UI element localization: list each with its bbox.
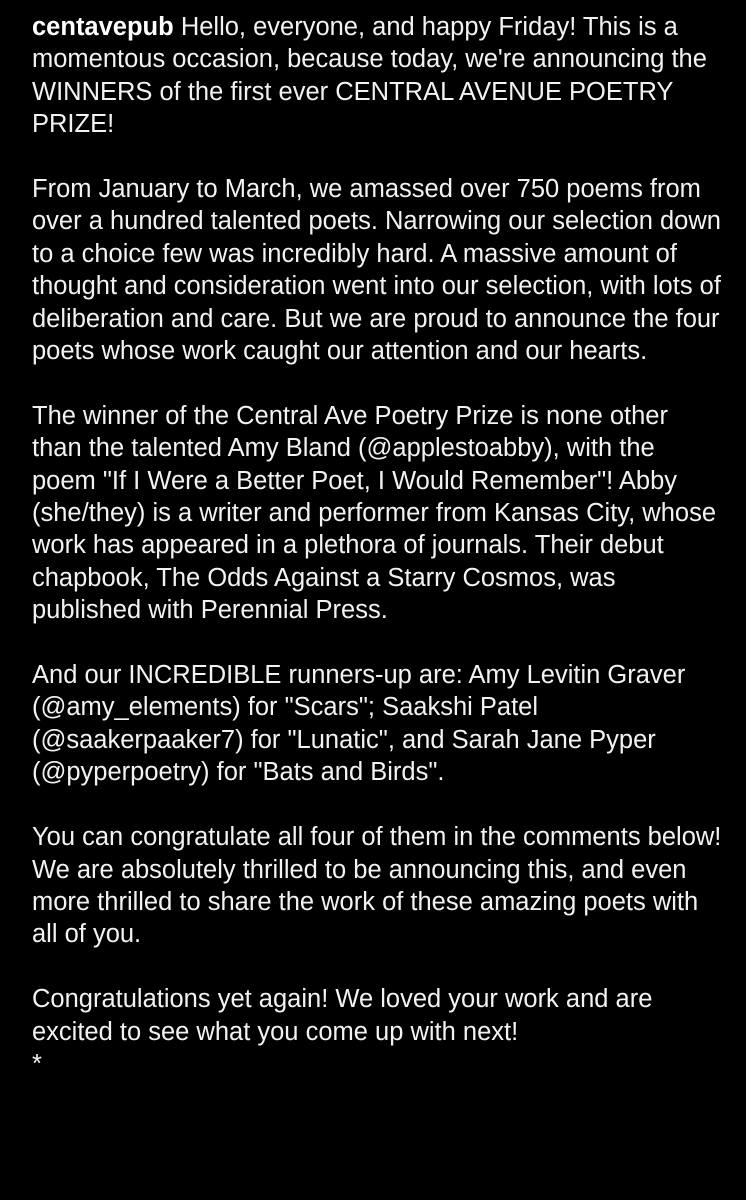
post-caption bbox=[32, 11, 722, 1080]
caption-paragraph: You can congratulate all four of them in the comments below! We are absolutely thrilled to be announcing this, and even more thrilled to share the work of these amazing poets with all of you. bbox=[32, 823, 722, 949]
caption-paragraph: And our INCREDIBLE runners-up are: Amy Levitin Graver (@amy_elements) for "Scars"; Saakshi Patel (@saakerpaaker7) for "Lunatic", and Sarah Jane Pyper (@pyperpoetry) for "Bats and Birds". bbox=[32, 661, 686, 787]
caption-paragraph bbox=[32, 11, 722, 141]
caption-paragraph: The winner of the Central Ave Poetry Prize is none other than the talented Amy Bland (@applestoabby), with the poem "If I Were a Better Poet, I Would Remember"! Abby (she/they) is a writer and performer from Kansas City, whose work has appeared in a plethora of journals. Their debut chapbook, The Odds Against a Starry Cosmos, was published with Perennial Press. bbox=[32, 401, 717, 625]
username-link[interactable]: centavepub bbox=[32, 13, 174, 41]
caption-intro-text: Hello, everyone, and happy Friday! This is a momentous occasion, because today, we're announcing the WINNERS of the first ever CENTRAL AVENUE POETRY PRIZE! bbox=[32, 13, 707, 139]
trailing-asterisk: * bbox=[32, 1049, 42, 1078]
caption-paragraph: From January to March, we amassed over 750 poems from over a hundred talented poets. Narrowing our selection down to a choice few was incredibly hard. A massive amount of thought and consideration went into our selection, with lots of deliberation and care. But we are proud to announce the four poets whose work caught our attention and our hearts. bbox=[32, 175, 721, 366]
caption-paragraph: Congratulations yet again! We loved your work and are excited to see what you come up with next! bbox=[32, 985, 653, 1046]
